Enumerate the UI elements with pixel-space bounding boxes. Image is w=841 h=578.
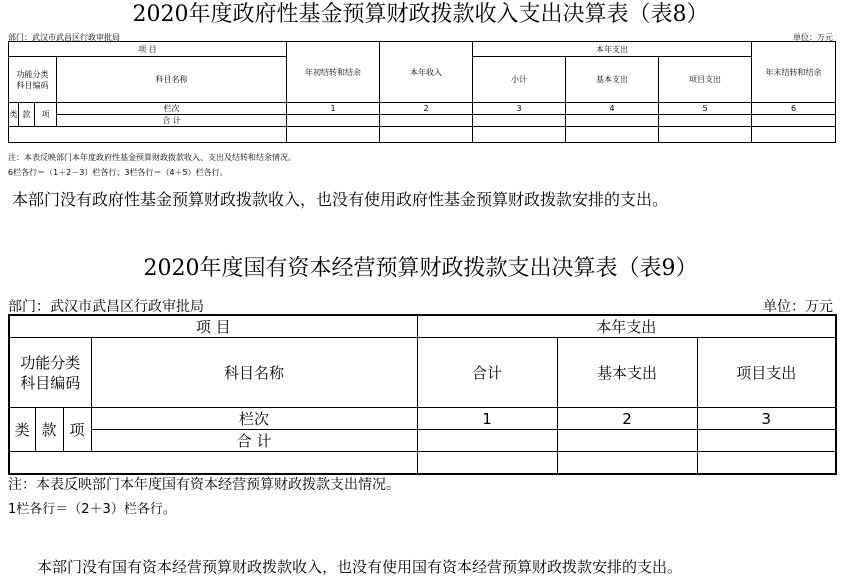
table9-header-xiang: 项 (63, 408, 91, 452)
table8-header-end-balance: 年末结转和结余 (752, 42, 836, 103)
table9-cell (697, 452, 836, 474)
table9-header-kuan: 款 (35, 408, 63, 452)
table9-column-label: 栏次 (91, 408, 417, 430)
table8-header-subtotal: 小计 (473, 57, 566, 103)
table9-total-label: 合 计 (91, 430, 417, 452)
table9-formula-note: 1栏各行＝（2＋3）栏各行。 (8, 502, 176, 517)
table9-cell (417, 430, 557, 452)
table8-cell (380, 115, 473, 127)
table9-unit: 单位：万元 (763, 299, 833, 315)
table8-col-number: 5 (659, 103, 752, 115)
table9 (8, 314, 837, 475)
table9-statement: 本部门没有国有资本经营预算财政拨款收入，也没有使用国有资本经营预算财政拨款安排的支出。 (37, 558, 683, 576)
table8-col-number: 1 (287, 103, 380, 115)
table9-header-total: 合计 (417, 338, 557, 408)
table9-department: 部门：武汉市武昌区行政审批局 (8, 299, 204, 315)
table8-cell (659, 115, 752, 127)
table8-statement: 本部门没有政府性基金预算财政拨款收入，也没有使用政府性基金预算财政拨款安排的支出。 (12, 190, 669, 209)
table8-cell (752, 127, 836, 143)
table9-empty-row (9, 452, 836, 474)
table9-header-func-code: 功能分类 科目编码 (9, 338, 91, 408)
table8 (8, 41, 836, 143)
table8-unit: 单位：万元 (793, 33, 833, 42)
table9-col-number: 1 (417, 408, 557, 430)
table8-header-project: 项目支出 (659, 57, 752, 103)
table8-cell (473, 115, 566, 127)
table8-column-label: 栏次 (57, 103, 287, 115)
table8-total-label: 合 计 (57, 115, 287, 127)
table8-header-begin-balance: 年初结转和结余 (287, 42, 380, 103)
table8-title: 2020年度政府性基金预算财政拨款收入支出决算表（表8） (132, 2, 709, 27)
table8-header-subject-name: 科目名称 (57, 57, 287, 103)
table9-cell (9, 452, 417, 474)
table9-header-basic: 基本支出 (557, 338, 697, 408)
table8-department: 部门：武汉市武昌区行政审批局 (8, 33, 120, 42)
table8-cell (659, 127, 752, 143)
table8-header-expense: 本年支出 (473, 42, 752, 57)
table8-cell (287, 127, 380, 143)
table8-header-lei: 类 (9, 103, 19, 127)
table9-header-item: 项 目 (9, 315, 417, 338)
table9-cell (697, 430, 836, 452)
table8-header-basic: 基本支出 (566, 57, 659, 103)
table9-header-project: 项目支出 (697, 338, 836, 408)
table8-cell (566, 115, 659, 127)
table9-cell (557, 452, 697, 474)
table8-col-number: 4 (566, 103, 659, 115)
table8-cell (9, 127, 287, 143)
table8-header-item: 项 目 (9, 42, 287, 57)
table8-cell (380, 127, 473, 143)
table8-col-number: 6 (752, 103, 836, 115)
table8-header-func-code: 功能分类 科目编码 (9, 57, 57, 103)
table8-cell (752, 115, 836, 127)
table8-formula-note: 6栏各行＝（1＋2－3）栏各行；3栏各行＝（4＋5）栏各行。 (8, 168, 228, 177)
table9-header-lei: 类 (9, 408, 35, 452)
table8-header-xiang: 项 (35, 103, 57, 127)
table9-col-number: 2 (557, 408, 697, 430)
table8-col-number: 2 (380, 103, 473, 115)
table9-header-expense: 本年支出 (417, 315, 836, 338)
table8-header-income: 本年收入 (380, 42, 473, 103)
table8-header-kuan: 款 (19, 103, 35, 127)
table9-col-number: 3 (697, 408, 836, 430)
table8-note: 注：本表反映部门本年度政府性基金预算财政拨款收入、支出及结转和结余情况。 (8, 153, 296, 162)
table8-cell (566, 127, 659, 143)
table9-note: 注：本表反映部门本年度国有资本经营预算财政拨款支出情况。 (8, 477, 400, 493)
table9-cell (417, 452, 557, 474)
table8-cell (287, 115, 380, 127)
table8-empty-row (9, 127, 836, 143)
table9-title: 2020年度国有资本经营预算财政拨款支出决算表（表9） (143, 256, 698, 281)
table9-header-subject-name: 科目名称 (91, 338, 417, 408)
table8-col-number: 3 (473, 103, 566, 115)
table9-cell (557, 430, 697, 452)
table8-cell (473, 127, 566, 143)
